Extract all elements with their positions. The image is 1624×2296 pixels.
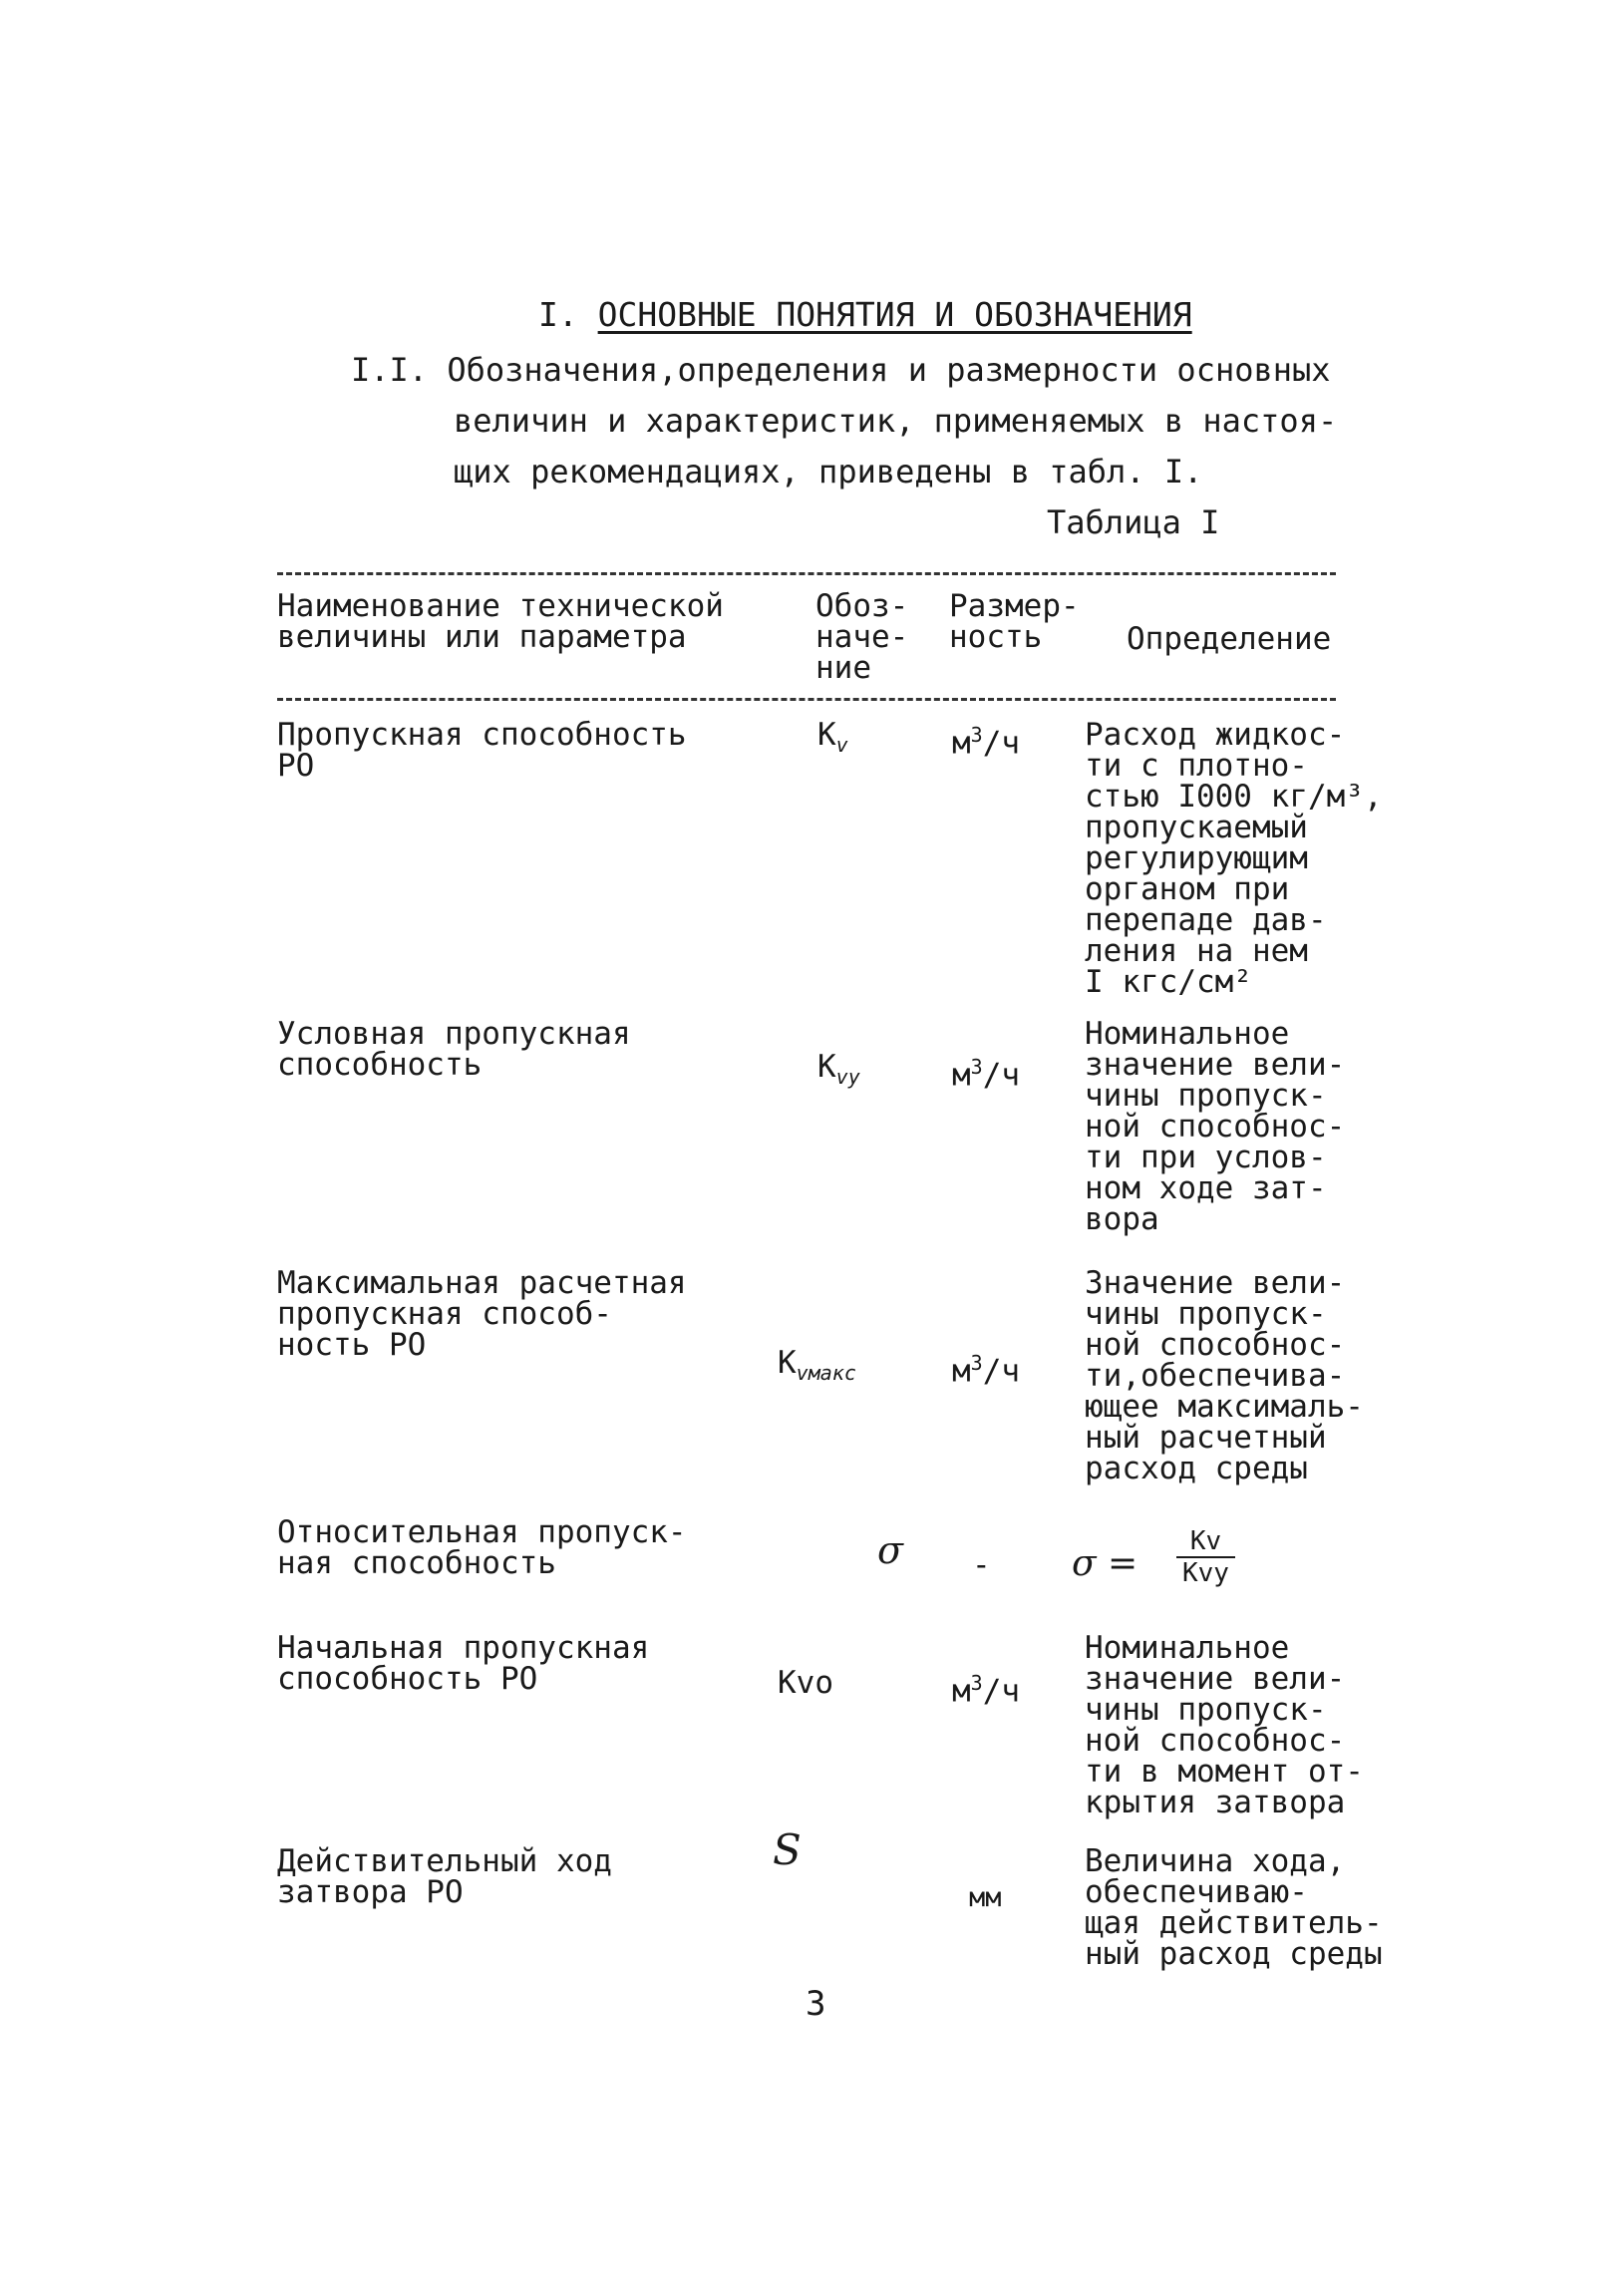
row-4-definition-fraction [1176, 1528, 1235, 1586]
row-5-symbol: Kvo [778, 1665, 833, 1701]
row-5-name: Начальная пропускная способность РО [277, 1630, 650, 1697]
row-6-definition: Величина хода, обеспечиваю- щая действитель- ный расход среды [1085, 1843, 1383, 1972]
row-2-unit [952, 1052, 1082, 1094]
intro-line-1: I.I. Обозначения,определения и размерности основных [351, 351, 1331, 389]
row-5-definition: Номинальное значение вели- чины пропуск- ной способнос- ти в момент от- крытия затвора [1085, 1630, 1364, 1820]
fraction-denominator: Kvy [1182, 1558, 1229, 1588]
row-4-symbol: σ [877, 1528, 903, 1572]
row-4-name: Относительная пропуск- ная способность [277, 1514, 687, 1581]
intro-paragraph [351, 345, 1337, 497]
row-2-unit-sup: 3 [970, 1055, 983, 1079]
row-4-unit: - [972, 1547, 991, 1583]
row-2-symbol-sub: vy [835, 1065, 860, 1090]
row-1-unit-main: м [952, 725, 971, 762]
row-6-symbol: S [773, 1825, 802, 1874]
row-5-unit-sup: 3 [970, 1671, 983, 1695]
row-2-symbol [817, 1049, 957, 1093]
header-definition: Определение [1127, 621, 1332, 657]
header-symbol: Обоз- наче- ние [815, 588, 909, 686]
row-1-symbol-main: K [817, 717, 836, 753]
header-name: Наименование технической величины или параметра [277, 588, 724, 655]
row-3-unit-main: м [952, 1353, 971, 1390]
row-3-unit-rest: /ч [982, 1353, 1021, 1390]
header-unit: Размер- ность [949, 588, 1080, 655]
row-3-unit [952, 1348, 1082, 1390]
row-1-unit-rest: /ч [982, 725, 1021, 762]
row-2-unit-main: м [952, 1057, 971, 1094]
row-2-name: Условная пропускная способность [277, 1016, 631, 1083]
fraction-numerator: Kv [1189, 1526, 1222, 1556]
row-3-unit-sup: 3 [970, 1351, 983, 1375]
row-5-unit [952, 1668, 1082, 1710]
section-number: I. [538, 295, 578, 334]
row-5-unit-rest: /ч [982, 1673, 1021, 1710]
row-1-symbol [817, 717, 957, 761]
row-2-unit-rest: /ч [982, 1057, 1021, 1094]
row-3-symbol-main: K [778, 1345, 797, 1381]
row-1-symbol-sub: v [835, 733, 848, 758]
row-6-unit: мм [969, 1882, 1002, 1913]
row-1-unit-sup: 3 [970, 723, 983, 747]
intro-line-3: щих рекомендациях, приведены в табл. I. [454, 453, 1203, 491]
row-1-name: Пропускная способность РО [277, 717, 687, 784]
row-3-definition: Значение вели- чины пропуск- ной способнос- ти,обеспечива- ющее максималь- ный расчетный расход среды [1085, 1265, 1364, 1486]
row-5-unit-main: м [952, 1673, 971, 1710]
row-4-definition-lhs: σ = [1072, 1543, 1138, 1584]
row-3-name: Максимальная расчетная пропускная способ- ность РО [277, 1265, 687, 1363]
table-top-rule [277, 572, 1336, 575]
table-label: Таблица I [1047, 503, 1220, 541]
row-2-definition: Номинальное значение вели- чины пропуск- ной способнос- ти при услов- ном ходе зат- вора [1085, 1016, 1346, 1237]
row-1-unit [952, 720, 1082, 762]
row-3-symbol-sub: vмакс [796, 1361, 856, 1386]
row-6-name: Действительный ход затвора РО [277, 1843, 612, 1910]
table-header-rule [277, 698, 1336, 701]
row-2-symbol-main: K [817, 1049, 836, 1085]
section-title: ОСНОВНЫЕ ПОНЯТИЯ И ОБОЗНАЧЕНИЯ [597, 295, 1192, 334]
intro-line-2: величин и характеристик, применяемых в настоя- [454, 402, 1338, 440]
row-3-symbol [778, 1345, 917, 1389]
section-heading [538, 295, 1192, 334]
row-1-definition: Расход жидкос- ти с плотно- стью I000 кг/м³, пропускаемый регулирующим органом при перепаде дав- ления на нем I кгс/см² [1085, 717, 1383, 1000]
page-number: 3 [806, 1984, 826, 2024]
